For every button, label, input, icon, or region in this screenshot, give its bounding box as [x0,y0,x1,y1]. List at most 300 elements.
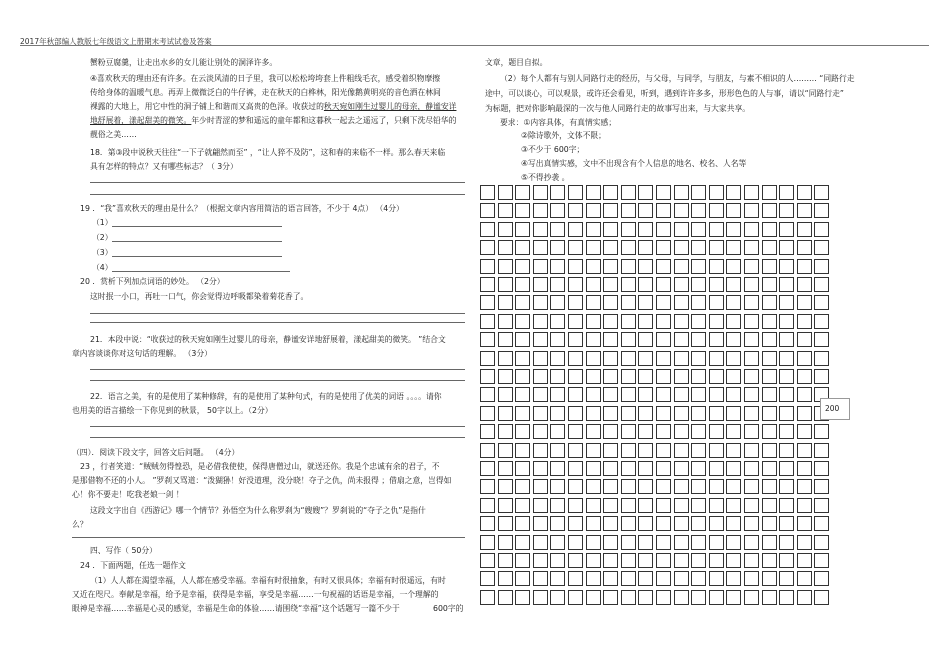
grid-cell[interactable] [586,498,601,513]
grid-cell[interactable] [656,332,671,347]
grid-cell[interactable] [498,295,513,310]
grid-cell[interactable] [480,516,495,531]
grid-cell[interactable] [744,406,759,421]
grid-cell[interactable] [586,295,601,310]
grid-cell[interactable] [691,369,706,384]
grid-cell[interactable] [586,351,601,366]
grid-cell[interactable] [814,516,829,531]
grid-cell[interactable] [709,498,724,513]
grid-cell[interactable] [779,332,794,347]
grid-cell[interactable] [779,314,794,329]
grid-cell[interactable] [779,498,794,513]
grid-cell[interactable] [656,277,671,292]
grid-cell[interactable] [779,351,794,366]
grid-cell[interactable] [568,295,583,310]
grid-cell[interactable] [744,185,759,200]
grid-cell[interactable] [550,295,565,310]
answer-line[interactable] [112,241,282,242]
grid-cell[interactable] [480,553,495,568]
grid-cell[interactable] [744,424,759,439]
grid-cell[interactable] [586,203,601,218]
grid-cell[interactable] [638,295,653,310]
grid-cell[interactable] [586,277,601,292]
grid-cell[interactable] [498,222,513,237]
answer-line[interactable] [90,426,465,427]
grid-cell[interactable] [779,259,794,274]
grid-cell[interactable] [797,461,812,476]
grid-cell[interactable] [674,387,689,402]
grid-cell[interactable] [797,571,812,586]
grid-cell[interactable] [603,498,618,513]
grid-cell[interactable] [480,203,495,218]
grid-cell[interactable] [550,479,565,494]
grid-cell[interactable] [480,222,495,237]
grid-cell[interactable] [814,185,829,200]
grid-cell[interactable] [480,461,495,476]
grid-cell[interactable] [603,332,618,347]
grid-cell[interactable] [797,259,812,274]
grid-cell[interactable] [779,590,794,605]
grid-cell[interactable] [498,259,513,274]
grid-cell[interactable] [779,535,794,550]
grid-cell[interactable] [726,590,741,605]
grid-cell[interactable] [533,351,548,366]
grid-cell[interactable] [515,259,530,274]
grid-cell[interactable] [691,332,706,347]
grid-cell[interactable] [709,277,724,292]
grid-cell[interactable] [691,185,706,200]
grid-cell[interactable] [709,259,724,274]
grid-cell[interactable] [515,277,530,292]
grid-cell[interactable] [533,443,548,458]
grid-cell[interactable] [674,240,689,255]
grid-cell[interactable] [638,203,653,218]
grid-cell[interactable] [674,461,689,476]
grid-cell[interactable] [797,369,812,384]
grid-cell[interactable] [744,351,759,366]
grid-cell[interactable] [603,185,618,200]
grid-cell[interactable] [498,479,513,494]
answer-line[interactable] [90,380,465,381]
grid-cell[interactable] [638,553,653,568]
grid-cell[interactable] [779,387,794,402]
grid-cell[interactable] [709,369,724,384]
grid-cell[interactable] [814,351,829,366]
grid-cell[interactable] [691,240,706,255]
grid-cell[interactable] [550,443,565,458]
grid-cell[interactable] [533,332,548,347]
grid-cell[interactable] [568,443,583,458]
grid-cell[interactable] [586,369,601,384]
grid-cell[interactable] [814,369,829,384]
grid-cell[interactable] [603,424,618,439]
grid-cell[interactable] [603,461,618,476]
grid-cell[interactable] [762,332,777,347]
grid-cell[interactable] [638,332,653,347]
grid-cell[interactable] [762,203,777,218]
grid-cell[interactable] [603,259,618,274]
grid-cell[interactable] [603,553,618,568]
grid-cell[interactable] [797,479,812,494]
grid-cell[interactable] [814,314,829,329]
grid-cell[interactable] [550,277,565,292]
grid-cell[interactable] [762,535,777,550]
grid-cell[interactable] [779,443,794,458]
grid-cell[interactable] [621,203,636,218]
grid-cell[interactable] [638,443,653,458]
grid-cell[interactable] [674,314,689,329]
grid-cell[interactable] [656,185,671,200]
grid-cell[interactable] [674,295,689,310]
grid-cell[interactable] [674,535,689,550]
grid-cell[interactable] [603,387,618,402]
grid-cell[interactable] [568,571,583,586]
grid-cell[interactable] [550,240,565,255]
grid-cell[interactable] [550,590,565,605]
grid-cell[interactable] [762,314,777,329]
grid-cell[interactable] [709,203,724,218]
grid-cell[interactable] [814,277,829,292]
grid-cell[interactable] [533,222,548,237]
grid-cell[interactable] [586,240,601,255]
grid-cell[interactable] [656,461,671,476]
grid-cell[interactable] [779,295,794,310]
grid-cell[interactable] [480,479,495,494]
grid-cell[interactable] [814,424,829,439]
grid-cell[interactable] [691,222,706,237]
grid-cell[interactable] [621,443,636,458]
grid-cell[interactable] [779,461,794,476]
grid-cell[interactable] [691,203,706,218]
grid-cell[interactable] [498,332,513,347]
grid-cell[interactable] [726,369,741,384]
grid-cell[interactable] [726,203,741,218]
grid-cell[interactable] [726,332,741,347]
grid-cell[interactable] [638,498,653,513]
grid-cell[interactable] [691,553,706,568]
grid-cell[interactable] [568,351,583,366]
grid-cell[interactable] [498,277,513,292]
grid-cell[interactable] [691,443,706,458]
grid-cell[interactable] [533,461,548,476]
grid-cell[interactable] [533,203,548,218]
grid-cell[interactable] [638,185,653,200]
answer-line[interactable] [90,313,465,314]
grid-cell[interactable] [480,590,495,605]
grid-cell[interactable] [550,571,565,586]
grid-cell[interactable] [709,314,724,329]
grid-cell[interactable] [762,461,777,476]
grid-cell[interactable] [656,259,671,274]
grid-cell[interactable] [550,387,565,402]
grid-cell[interactable] [533,185,548,200]
grid-cell[interactable] [797,314,812,329]
grid-cell[interactable] [498,590,513,605]
grid-cell[interactable] [674,222,689,237]
grid-cell[interactable] [480,351,495,366]
grid-cell[interactable] [656,369,671,384]
grid-cell[interactable] [779,553,794,568]
grid-cell[interactable] [674,332,689,347]
grid-cell[interactable] [515,516,530,531]
grid-cell[interactable] [568,498,583,513]
grid-cell[interactable] [691,424,706,439]
grid-cell[interactable] [762,571,777,586]
grid-cell[interactable] [638,314,653,329]
grid-cell[interactable] [709,240,724,255]
grid-cell[interactable] [568,479,583,494]
grid-cell[interactable] [744,461,759,476]
grid-cell[interactable] [498,406,513,421]
grid-cell[interactable] [638,351,653,366]
grid-cell[interactable] [638,387,653,402]
grid-cell[interactable] [814,571,829,586]
grid-cell[interactable] [814,203,829,218]
grid-cell[interactable] [550,203,565,218]
grid-cell[interactable] [621,406,636,421]
grid-cell[interactable] [498,516,513,531]
grid-cell[interactable] [744,443,759,458]
grid-cell[interactable] [621,424,636,439]
grid-cell[interactable] [498,240,513,255]
grid-cell[interactable] [498,203,513,218]
grid-cell[interactable] [533,516,548,531]
grid-cell[interactable] [779,516,794,531]
grid-cell[interactable] [603,516,618,531]
grid-cell[interactable] [674,516,689,531]
grid-cell[interactable] [498,553,513,568]
grid-cell[interactable] [515,185,530,200]
grid-cell[interactable] [656,314,671,329]
grid-cell[interactable] [586,387,601,402]
grid-cell[interactable] [603,406,618,421]
grid-cell[interactable] [533,535,548,550]
grid-cell[interactable] [656,516,671,531]
grid-cell[interactable] [744,553,759,568]
grid-cell[interactable] [797,277,812,292]
grid-cell[interactable] [515,369,530,384]
grid-cell[interactable] [726,259,741,274]
grid-cell[interactable] [568,185,583,200]
grid-cell[interactable] [498,387,513,402]
grid-cell[interactable] [814,259,829,274]
grid-cell[interactable] [691,406,706,421]
grid-cell[interactable] [515,203,530,218]
grid-cell[interactable] [709,461,724,476]
grid-cell[interactable] [762,479,777,494]
grid-cell[interactable] [691,479,706,494]
grid-cell[interactable] [814,222,829,237]
grid-cell[interactable] [568,369,583,384]
grid-cell[interactable] [691,351,706,366]
grid-cell[interactable] [691,314,706,329]
grid-cell[interactable] [515,314,530,329]
grid-cell[interactable] [515,553,530,568]
grid-cell[interactable] [762,443,777,458]
grid-cell[interactable] [515,443,530,458]
grid-cell[interactable] [568,424,583,439]
grid-cell[interactable] [568,314,583,329]
grid-cell[interactable] [586,185,601,200]
grid-cell[interactable] [691,295,706,310]
grid-cell[interactable] [498,461,513,476]
grid-cell[interactable] [656,443,671,458]
grid-cell[interactable] [586,516,601,531]
grid-cell[interactable] [691,535,706,550]
grid-cell[interactable] [515,535,530,550]
grid-cell[interactable] [814,535,829,550]
grid-cell[interactable] [709,295,724,310]
grid-cell[interactable] [621,332,636,347]
grid-cell[interactable] [762,424,777,439]
grid-cell[interactable] [691,277,706,292]
grid-cell[interactable] [726,387,741,402]
grid-cell[interactable] [709,424,724,439]
answer-line[interactable] [90,369,465,370]
grid-cell[interactable] [515,498,530,513]
grid-cell[interactable] [726,553,741,568]
grid-cell[interactable] [656,387,671,402]
grid-cell[interactable] [744,222,759,237]
grid-cell[interactable] [550,369,565,384]
grid-cell[interactable] [568,240,583,255]
grid-cell[interactable] [797,406,812,421]
grid-cell[interactable] [498,424,513,439]
grid-cell[interactable] [709,479,724,494]
grid-cell[interactable] [621,277,636,292]
grid-cell[interactable] [744,314,759,329]
grid-cell[interactable] [726,498,741,513]
grid-cell[interactable] [744,203,759,218]
grid-cell[interactable] [568,590,583,605]
grid-cell[interactable] [621,259,636,274]
grid-cell[interactable] [550,461,565,476]
grid-cell[interactable] [586,535,601,550]
grid-cell[interactable] [744,479,759,494]
grid-cell[interactable] [498,571,513,586]
grid-cell[interactable] [621,516,636,531]
grid-cell[interactable] [568,332,583,347]
grid-cell[interactable] [621,553,636,568]
grid-cell[interactable] [621,295,636,310]
grid-cell[interactable] [480,295,495,310]
grid-cell[interactable] [603,369,618,384]
grid-cell[interactable] [621,185,636,200]
grid-cell[interactable] [480,498,495,513]
grid-cell[interactable] [779,185,794,200]
grid-cell[interactable] [674,443,689,458]
grid-cell[interactable] [744,295,759,310]
grid-cell[interactable] [498,185,513,200]
grid-cell[interactable] [726,516,741,531]
grid-cell[interactable] [621,498,636,513]
grid-cell[interactable] [586,571,601,586]
grid-cell[interactable] [762,498,777,513]
grid-cell[interactable] [515,479,530,494]
grid-cell[interactable] [550,259,565,274]
grid-cell[interactable] [638,571,653,586]
grid-cell[interactable] [515,240,530,255]
grid-cell[interactable] [586,332,601,347]
grid-cell[interactable] [638,222,653,237]
grid-cell[interactable] [533,553,548,568]
grid-cell[interactable] [744,369,759,384]
grid-cell[interactable] [533,387,548,402]
grid-cell[interactable] [762,516,777,531]
grid-cell[interactable] [674,571,689,586]
grid-cell[interactable] [621,351,636,366]
grid-cell[interactable] [498,498,513,513]
grid-cell[interactable] [656,295,671,310]
grid-cell[interactable] [603,443,618,458]
grid-cell[interactable] [709,332,724,347]
grid-cell[interactable] [480,277,495,292]
grid-cell[interactable] [762,369,777,384]
grid-cell[interactable] [797,240,812,255]
grid-cell[interactable] [480,185,495,200]
grid-cell[interactable] [691,387,706,402]
grid-cell[interactable] [550,424,565,439]
grid-cell[interactable] [709,387,724,402]
grid-cell[interactable] [586,553,601,568]
grid-cell[interactable] [726,443,741,458]
grid-cell[interactable] [586,590,601,605]
grid-cell[interactable] [691,498,706,513]
grid-cell[interactable] [797,516,812,531]
grid-cell[interactable] [674,553,689,568]
grid-cell[interactable] [762,277,777,292]
grid-cell[interactable] [480,369,495,384]
grid-cell[interactable] [603,203,618,218]
grid-cell[interactable] [568,535,583,550]
grid-cell[interactable] [656,406,671,421]
grid-cell[interactable] [621,590,636,605]
grid-cell[interactable] [621,479,636,494]
grid-cell[interactable] [638,535,653,550]
grid-cell[interactable] [709,516,724,531]
grid-cell[interactable] [762,240,777,255]
grid-cell[interactable] [603,351,618,366]
grid-cell[interactable] [744,277,759,292]
grid-cell[interactable] [638,479,653,494]
grid-cell[interactable] [762,590,777,605]
grid-cell[interactable] [621,314,636,329]
grid-cell[interactable] [726,424,741,439]
grid-cell[interactable] [533,479,548,494]
grid-cell[interactable] [762,351,777,366]
grid-cell[interactable] [726,535,741,550]
grid-cell[interactable] [797,332,812,347]
grid-cell[interactable] [779,571,794,586]
grid-cell[interactable] [744,516,759,531]
grid-cell[interactable] [726,479,741,494]
grid-cell[interactable] [586,461,601,476]
grid-cell[interactable] [709,222,724,237]
grid-cell[interactable] [603,295,618,310]
grid-cell[interactable] [533,590,548,605]
grid-cell[interactable] [674,259,689,274]
grid-cell[interactable] [779,277,794,292]
grid-cell[interactable] [498,369,513,384]
grid-cell[interactable] [603,222,618,237]
grid-cell[interactable] [656,424,671,439]
grid-cell[interactable] [797,295,812,310]
grid-cell[interactable] [638,369,653,384]
grid-cell[interactable] [814,553,829,568]
grid-cell[interactable] [533,571,548,586]
grid-cell[interactable] [762,553,777,568]
grid-cell[interactable] [779,479,794,494]
